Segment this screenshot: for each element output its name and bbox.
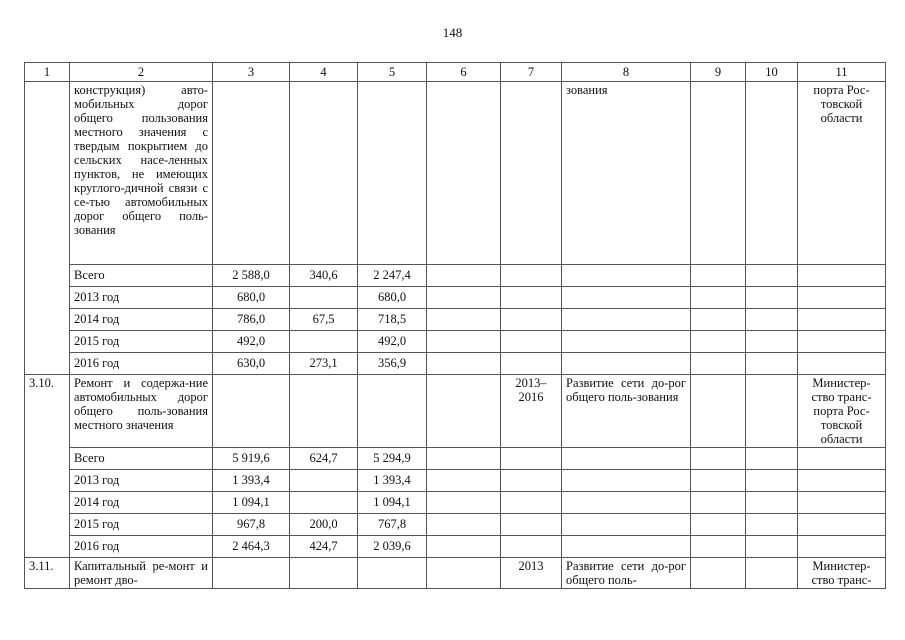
table-cell [746, 287, 798, 309]
table-cell [501, 470, 562, 492]
row-label: 2016 год [70, 353, 213, 375]
table-row [25, 470, 886, 492]
table-cell [746, 375, 798, 448]
table-cell [746, 492, 798, 514]
table-cell [501, 492, 562, 514]
table-cell [427, 331, 501, 353]
table-row [25, 82, 886, 265]
table-cell [691, 375, 746, 448]
table-cell [562, 470, 691, 492]
page-number: 148 [442, 25, 463, 40]
row-label: 2014 год [70, 492, 213, 514]
table-cell [427, 536, 501, 558]
regional-value: 767,8 [358, 514, 427, 536]
federal-value: 340,6 [290, 265, 358, 287]
table-cell [213, 558, 290, 589]
table-cell [562, 331, 691, 353]
table-cell [501, 331, 562, 353]
item-description: Ремонт и содержа-ние автомобильных дорог общего поль-зования местного значения [70, 375, 213, 448]
table-cell [562, 492, 691, 514]
total-value: 5 919,6 [213, 448, 290, 470]
item-executor: Министер-ство транс-порта Рос-товской области [798, 375, 886, 448]
item-number: 3.11. [25, 558, 70, 589]
federal-value [290, 331, 358, 353]
table-cell [798, 536, 886, 558]
table-cell [290, 558, 358, 589]
column-number: 6 [427, 63, 501, 82]
table-row [25, 331, 886, 353]
table-cell [427, 558, 501, 589]
table-cell [798, 353, 886, 375]
table-row [25, 265, 886, 287]
regional-value: 2 039,6 [358, 536, 427, 558]
federal-value [290, 287, 358, 309]
table-row [25, 375, 886, 448]
total-value: 967,8 [213, 514, 290, 536]
table-cell [746, 265, 798, 287]
total-value: 786,0 [213, 309, 290, 331]
program-table [24, 62, 886, 589]
table-cell [746, 331, 798, 353]
column-number: 4 [290, 63, 358, 82]
federal-value: 200,0 [290, 514, 358, 536]
table-cell [427, 375, 501, 448]
table-cell [427, 448, 501, 470]
federal-value: 624,7 [290, 448, 358, 470]
item-description: Капитальный ре-монт и ремонт дво- [70, 558, 213, 589]
table-cell [501, 287, 562, 309]
item-period: 2013–2016 [501, 375, 562, 448]
table-cell [691, 492, 746, 514]
table-cell [691, 470, 746, 492]
item-goal: Развитие сети до-рог общего поль- [562, 558, 691, 589]
table-row [25, 448, 886, 470]
table-cell [358, 558, 427, 589]
table-cell [798, 514, 886, 536]
table-cell [562, 265, 691, 287]
table-row [25, 287, 886, 309]
table-cell [798, 309, 886, 331]
regional-value: 492,0 [358, 331, 427, 353]
table-row [25, 309, 886, 331]
table-cell [798, 492, 886, 514]
table-cell [290, 82, 358, 265]
column-number: 5 [358, 63, 427, 82]
total-value: 630,0 [213, 353, 290, 375]
regional-value: 1 393,4 [358, 470, 427, 492]
table-cell [427, 514, 501, 536]
federal-value: 67,5 [290, 309, 358, 331]
total-value: 1 094,1 [213, 492, 290, 514]
item-goal: зования [562, 82, 691, 265]
row-label: Всего [70, 265, 213, 287]
table-cell [798, 470, 886, 492]
table-cell [798, 265, 886, 287]
table-cell [358, 82, 427, 265]
column-number: 11 [798, 63, 886, 82]
column-number: 2 [70, 63, 213, 82]
table-cell [746, 353, 798, 375]
table-cell [427, 492, 501, 514]
table-cell [691, 265, 746, 287]
table-cell [562, 287, 691, 309]
table-cell [746, 309, 798, 331]
table-cell [562, 353, 691, 375]
table-cell [691, 353, 746, 375]
item-number-cell [25, 82, 70, 375]
table-cell [213, 375, 290, 448]
regional-value: 680,0 [358, 287, 427, 309]
total-value: 492,0 [213, 331, 290, 353]
column-number: 7 [501, 63, 562, 82]
table-cell [562, 448, 691, 470]
column-number: 9 [691, 63, 746, 82]
regional-value: 2 247,4 [358, 265, 427, 287]
total-value: 1 393,4 [213, 470, 290, 492]
table-cell [501, 448, 562, 470]
table-cell [691, 448, 746, 470]
table-cell [746, 470, 798, 492]
column-number: 10 [746, 63, 798, 82]
table-cell [691, 331, 746, 353]
item-executor: Министер-ство транс- [798, 558, 886, 589]
item-executor: порта Рос-товской области [798, 82, 886, 265]
table-cell [746, 448, 798, 470]
table-cell [427, 470, 501, 492]
table-cell [290, 375, 358, 448]
table-cell [358, 375, 427, 448]
table-cell [691, 309, 746, 331]
row-label: 2016 год [70, 536, 213, 558]
table-cell [501, 536, 562, 558]
table-cell [501, 265, 562, 287]
table-cell [798, 287, 886, 309]
item-goal: Развитие сети до-рог общего поль-зования [562, 375, 691, 448]
column-number: 8 [562, 63, 691, 82]
table-row [25, 514, 886, 536]
table-cell [427, 353, 501, 375]
table-row [25, 492, 886, 514]
table-cell [691, 558, 746, 589]
table-cell [691, 287, 746, 309]
table-cell [501, 82, 562, 265]
row-label: 2014 год [70, 309, 213, 331]
table-row [25, 558, 886, 589]
table-cell [501, 309, 562, 331]
total-value: 2 464,3 [213, 536, 290, 558]
row-label: 2013 год [70, 470, 213, 492]
table-cell [213, 82, 290, 265]
regional-value: 1 094,1 [358, 492, 427, 514]
table-cell [562, 309, 691, 331]
federal-value [290, 492, 358, 514]
table-cell [427, 287, 501, 309]
total-value: 680,0 [213, 287, 290, 309]
table-cell [691, 514, 746, 536]
federal-value: 424,7 [290, 536, 358, 558]
column-number: 1 [25, 63, 70, 82]
table-cell [798, 331, 886, 353]
table-cell [427, 265, 501, 287]
table-cell [691, 82, 746, 265]
federal-value [290, 470, 358, 492]
total-value: 2 588,0 [213, 265, 290, 287]
table-cell [427, 309, 501, 331]
item-description: конструкция) авто-мобильных дорог общего пользования местного значения с твердым покрытием до сельских насе-ленных пунктов, не имеющих круглого-дичной связи с се-тью автомобильных дорог общего поль-зования [70, 82, 213, 265]
table-cell [562, 514, 691, 536]
item-number: 3.10. [25, 375, 70, 558]
table-cell [746, 558, 798, 589]
regional-value: 356,9 [358, 353, 427, 375]
table-cell [746, 82, 798, 265]
table-cell [691, 536, 746, 558]
table-cell [501, 353, 562, 375]
table-row [25, 536, 886, 558]
column-number-row [25, 63, 886, 82]
item-period: 2013 [501, 558, 562, 589]
table-cell [562, 536, 691, 558]
row-label: Всего [70, 448, 213, 470]
regional-value: 718,5 [358, 309, 427, 331]
column-number: 3 [213, 63, 290, 82]
federal-value: 273,1 [290, 353, 358, 375]
table-cell [427, 82, 501, 265]
table-cell [501, 514, 562, 536]
row-label: 2015 год [70, 331, 213, 353]
row-label: 2015 год [70, 514, 213, 536]
regional-value: 5 294,9 [358, 448, 427, 470]
table-row [25, 353, 886, 375]
table-cell [746, 536, 798, 558]
table-cell [746, 514, 798, 536]
table-cell [798, 448, 886, 470]
row-label: 2013 год [70, 287, 213, 309]
